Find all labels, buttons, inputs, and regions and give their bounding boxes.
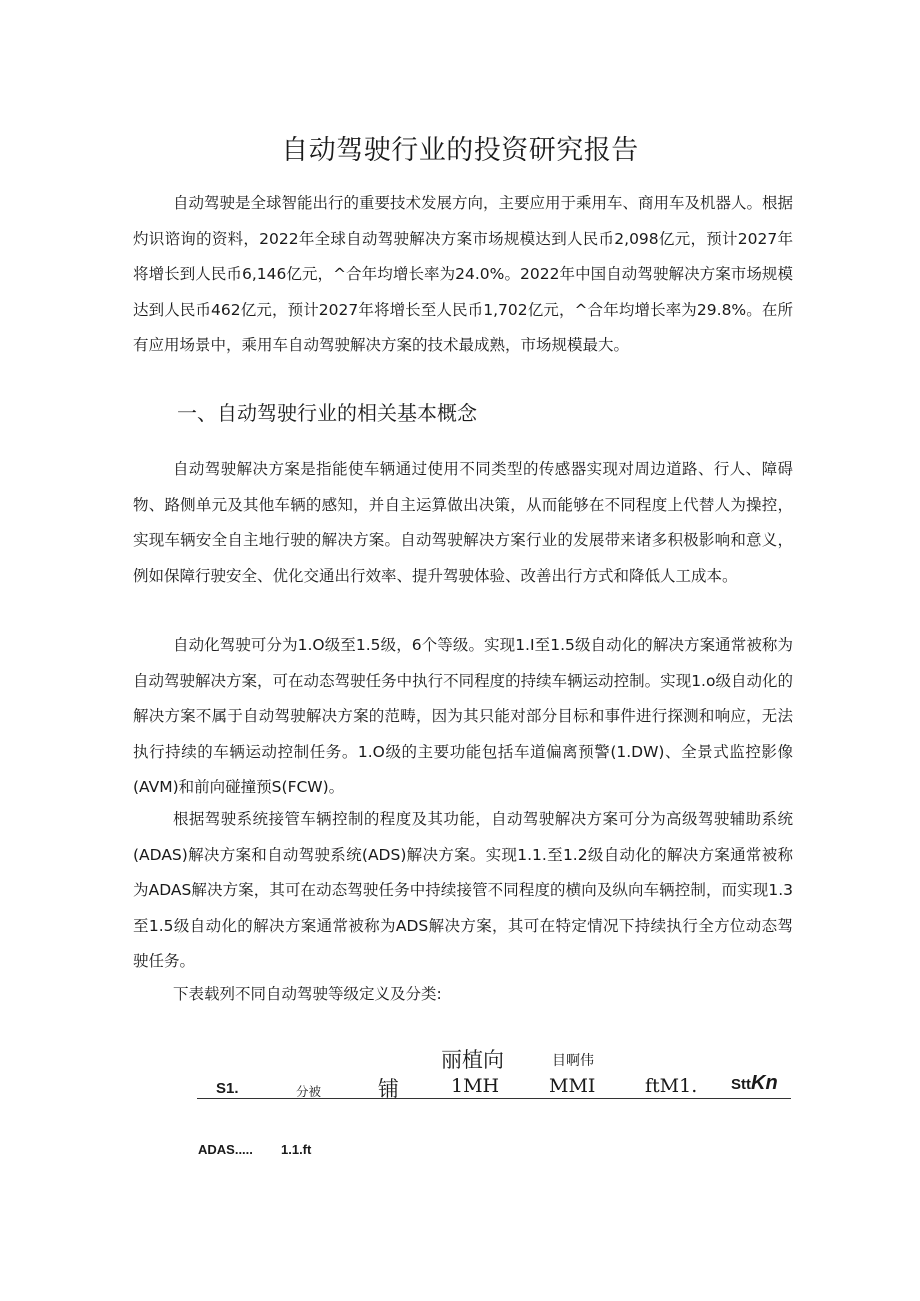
table-header-top-col5: 目啊伟	[552, 1053, 594, 1069]
table-row-1-col1: ADAS.....	[198, 1142, 253, 1157]
intro-paragraph: 自动驾驶是全球智能出行的重要技术发展方向，主要应用于乘用车、商用车及机器人。根据灼识谘询的资料，2022年全球自动驾驶解决方案市场规模达到人民币2,098亿元，预计2027年将增长到人民币6,146亿元，^合年均增长率为24.0%。2022年中国自动驾驶解决方案市场规模达到人民币462亿元，预计2027年将增长至人民币1,702亿元，^合年均增长率为29.8%。在所有应用场景中，乘用车自动驾驶解决方案的技术最成熟，市场规模最大。	[133, 194, 794, 354]
table-header-col7-italic: Kn	[751, 1072, 778, 1094]
table-header-col7-text: Stt	[731, 1076, 751, 1093]
table-header-col5: MMI	[549, 1075, 596, 1097]
table-header-col3: 铺	[378, 1077, 399, 1101]
paragraph-definition: 自动驾驶解决方案是指能使车辆通过使用不同类型的传感器实现对周边道路、行人、障碍物、路侧单元及其他车辆的感知，并自主运算做出决策，从而能够在不同程度上代替人为操控，实现车辆安全自主地行驶的解决方案。自动驾驶解决方案行业的发展带来诸多积极影响和意义，例如保障行驶安全、优化交通出行效率、提升驾驶体验、改善出行方式和降低人工成本。	[133, 460, 793, 585]
table-header-top-col4: 丽植向	[441, 1048, 504, 1072]
table-header-col6: ftM1.	[645, 1075, 698, 1097]
document-title: 自动驾驶行业的投资研究报告	[281, 135, 639, 166]
paragraph-table-intro: 下表载列不同自动驾驶等级定义及分类:	[173, 985, 442, 1003]
table-header-col4: 1MH	[451, 1075, 500, 1097]
table-header-col7	[731, 1072, 778, 1095]
section-heading: 一、自动驾驶行业的相关基本概念	[177, 401, 477, 425]
table-header-col2: 分被	[296, 1084, 322, 1099]
table-header-rule	[197, 1098, 791, 1099]
paragraph-levels: 自动化驾驶可分为1.O级至1.5级，6个等级。实现1.I至1.5级自动化的解决方案通常被称为自动驾驶解决方案，可在动态驾驶任务中执行不同程度的持续车辆运动控制。实现1.o级自动化的解决方案不属于自动驾驶解决方案的范畴，因为其只能对部分目标和事件进行探测和响应，无法执行持续的车辆运动控制任务。1.O级的主要功能包括车道偏离预警(1.DW)、全景式监控影像(AVM)和前向碰撞预S(FCW)。	[133, 636, 793, 796]
paragraph-adas-ads: 根据驾驶系统接管车辆控制的程度及其功能，自动驾驶解决方案可分为高级驾驶辅助系统(ADAS)解决方案和自动驾驶系统(ADS)解决方案。实现1.1.至1.2级自动化的解决方案通常被称为ADAS解决方案，其可在动态驾驶任务中持续接管不同程度的横向及纵向车辆控制，而实现1.3至1.5级自动化的解决方案通常被称为ADS解决方案，其可在特定情况下持续执行全方位动态驾驶任务。	[133, 810, 793, 970]
table-header-col1: S1.	[216, 1080, 239, 1097]
table-row-1-col2: 1.1.ft	[281, 1142, 312, 1157]
